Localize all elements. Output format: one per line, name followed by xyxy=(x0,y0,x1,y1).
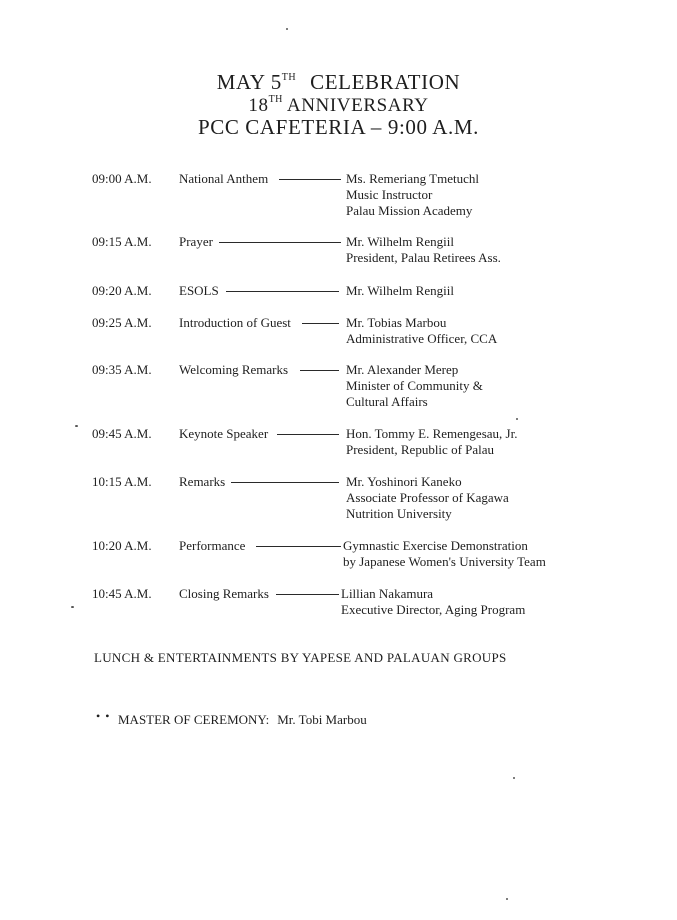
person-title: President, Palau Retirees Ass. xyxy=(346,250,501,265)
schedule-person xyxy=(346,474,509,522)
person-org: Cultural Affairs xyxy=(346,394,428,409)
person-title: Administrative Officer, CCA xyxy=(346,331,498,346)
person-title: Music Instructor xyxy=(346,187,433,202)
leader-line xyxy=(300,370,339,371)
mc-name: Mr. Tobi Marbou xyxy=(277,712,367,727)
leader-line xyxy=(231,482,339,483)
schedule-time: 09:00 A.M. xyxy=(92,171,152,186)
title-anniversary-suffix: TH xyxy=(268,94,283,105)
mc-label: MASTER OF CEREMONY: xyxy=(118,712,270,727)
schedule-person xyxy=(346,426,517,458)
schedule-person xyxy=(346,362,483,410)
schedule-time: 09:25 A.M. xyxy=(92,315,152,330)
schedule-person xyxy=(346,283,454,299)
schedule-time: 10:45 A.M. xyxy=(92,586,152,601)
leader-line xyxy=(226,291,339,292)
person-name: Ms. Remeriang Tmetuchl xyxy=(346,171,479,186)
schedule-time: 09:20 A.M. xyxy=(92,283,152,298)
scan-speck xyxy=(286,28,288,30)
schedule-person xyxy=(346,171,479,219)
schedule-event: Closing Remarks xyxy=(179,586,269,601)
bullet-mark: • • xyxy=(96,709,111,723)
title-date xyxy=(0,70,677,95)
person-org: Palau Mission Academy xyxy=(346,203,473,218)
schedule-event: Introduction of Guest xyxy=(179,315,291,330)
person-org: Nutrition University xyxy=(346,506,452,521)
schedule-person xyxy=(343,538,546,570)
leader-line xyxy=(277,434,339,435)
schedule-event: National Anthem xyxy=(179,171,269,186)
title-date-text: MAY 5 xyxy=(216,70,282,94)
schedule-event: Prayer xyxy=(179,234,213,249)
schedule-time: 10:20 A.M. xyxy=(92,538,152,553)
scan-speck xyxy=(506,898,508,900)
schedule-person xyxy=(346,315,497,347)
scan-speck xyxy=(71,606,74,608)
person-title: Executive Director, Aging Program xyxy=(341,602,526,617)
person-title: Minister of Community & xyxy=(346,378,483,393)
person-name: Gymnastic Exercise Demonstration xyxy=(343,538,528,553)
person-title: President, Republic of Palau xyxy=(346,442,495,457)
person-name: Mr. Tobias Marbou xyxy=(346,315,447,330)
person-title: by Japanese Women's University Team xyxy=(343,554,546,569)
leader-line xyxy=(256,546,341,547)
schedule-event: ESOLS xyxy=(179,283,219,298)
schedule-event: Remarks xyxy=(179,474,226,489)
schedule-event: Performance xyxy=(179,538,246,553)
leader-line xyxy=(276,594,339,595)
schedule-person xyxy=(346,234,501,266)
person-title: Associate Professor of Kagawa xyxy=(346,490,509,505)
person-name: Hon. Tommy E. Remengesau, Jr. xyxy=(346,426,518,441)
scan-speck xyxy=(516,418,518,420)
title-anniversary xyxy=(0,94,677,117)
schedule-event: Keynote Speaker xyxy=(179,426,269,441)
title-date-suffix: TH xyxy=(281,72,297,83)
scan-speck xyxy=(75,425,78,427)
title-anniversary-text: ANNIVERSARY xyxy=(286,95,429,116)
master-of-ceremony xyxy=(118,712,367,728)
title-anniversary-number: 18 xyxy=(248,95,269,116)
title-venue: PCC CAFETERIA – 9:00 A.M. xyxy=(197,115,480,139)
schedule-time: 09:35 A.M. xyxy=(92,362,152,377)
schedule-time: 09:15 A.M. xyxy=(92,234,152,249)
person-name: Lillian Nakamura xyxy=(341,586,434,601)
leader-line xyxy=(279,179,341,180)
leader-line xyxy=(302,323,339,324)
schedule-time: 10:15 A.M. xyxy=(92,474,152,489)
scan-speck xyxy=(513,777,515,779)
person-name: Mr. Wilhelm Rengiil xyxy=(346,283,454,298)
schedule-event: Welcoming Remarks xyxy=(179,362,289,377)
person-name: Mr. Wilhelm Rengiil xyxy=(346,234,454,249)
person-name: Mr. Alexander Merep xyxy=(346,362,459,377)
title-celebration-text: CELEBRATION xyxy=(310,70,461,94)
schedule-time: 09:45 A.M. xyxy=(92,426,152,441)
person-name: Mr. Yoshinori Kaneko xyxy=(346,474,462,489)
schedule-person xyxy=(341,586,525,618)
lunch-note: LUNCH & ENTERTAINMENTS BY YAPESE AND PALAUAN GROUPS xyxy=(94,650,507,665)
leader-line xyxy=(219,242,341,243)
